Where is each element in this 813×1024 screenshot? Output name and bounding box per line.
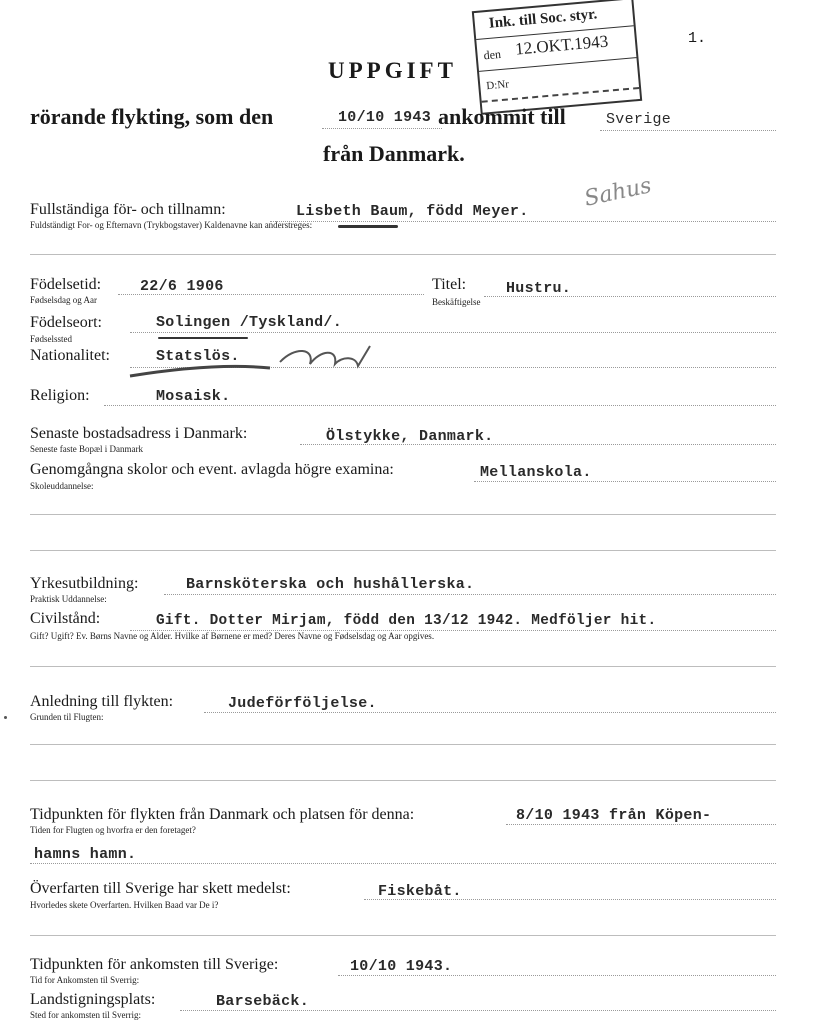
receipt-stamp: [472, 0, 642, 115]
title-arrival-date: 10/10 1943: [338, 109, 432, 126]
birth-date-sublabel: Fødselsdag og Aar: [30, 295, 97, 305]
occupation-value: Hustru.: [506, 280, 572, 297]
nationality-value: Statslös.: [156, 348, 240, 365]
reason-value: Judeförföljelse.: [228, 695, 377, 712]
birth-place-label: Födelseort:: [30, 314, 102, 331]
arrival-time-value: 10/10 1943.: [350, 958, 453, 975]
vocational-label: Yrkesutbildning:: [30, 575, 139, 592]
address-value: Ölstykke, Danmark.: [326, 428, 494, 445]
name-label: Fullständiga för- och tillnamn:: [30, 201, 226, 218]
crossing-value: Fiskebåt.: [378, 883, 462, 900]
name-sublabel: Fuldständigt For- og Efternavn (Trykbogstaver) Kaldenavne kan anderstreges:: [30, 220, 313, 230]
religion-value: Mosaisk.: [156, 388, 231, 405]
title-line-mid: ankommit till: [438, 104, 566, 129]
birth-date-label: Födelsetid:: [30, 276, 102, 293]
page-number: 1.: [688, 30, 707, 47]
flight-time-value-1: 8/10 1943 från Köpen-: [516, 807, 712, 824]
schools-label: Genomgångna skolor och event. avlagda högre examina:: [30, 461, 394, 478]
flight-time-label: Tidpunkten för flykten från Danmark och platsen för denna:: [30, 806, 415, 823]
title-from-denmark: från Danmark.: [323, 141, 465, 166]
civil-status-sublabel: Gift? Ugift? Ev. Børns Navne og Alder. Hvilke af Børnene er med? Deres Navne og Fødselsdag og Aar opgives.: [30, 631, 435, 641]
birth-place-value: Solingen /Tyskland/.: [156, 314, 343, 331]
landing-place-sublabel: Sted for ankomsten til Sverrig:: [30, 1010, 141, 1020]
stamp-dnr: D:Nr: [485, 78, 510, 93]
handwritten-scribble: [120, 338, 400, 388]
birth-place-sublabel: Fødselssted: [30, 334, 73, 344]
reason-label: Anledning till flykten:: [30, 693, 174, 710]
crossing-sublabel: Hvorledes skete Overfarten. Hvilken Baad var De i?: [30, 900, 219, 910]
margin-speck: [4, 716, 7, 719]
stamp-date-prefix: den: [483, 46, 502, 63]
crossing-label: Överfarten till Sverige har skett medelst:: [30, 880, 291, 897]
arrival-time-sublabel: Tid for Ankomsten til Sverrig:: [30, 975, 140, 985]
occupation-sublabel: Beskäftigelse: [432, 297, 481, 307]
arrival-time-label: Tidpunkten för ankomsten till Sverige:: [30, 956, 279, 973]
title-country: Sverige: [606, 111, 672, 128]
title-line-prefix: rörande flykting, som den: [30, 104, 274, 129]
stamp-office-text: Ink. till Soc. styr.: [488, 6, 598, 32]
schools-value: Mellanskola.: [480, 464, 592, 481]
landing-place-label: Landstigningsplats:: [30, 991, 156, 1008]
handwritten-note: Sahus: [582, 173, 654, 212]
religion-label: Religion:: [30, 387, 90, 404]
reason-sublabel: Grunden til Flugten:: [30, 712, 104, 722]
occupation-label: Titel:: [432, 276, 467, 293]
birth-date-value: 22/6 1906: [140, 278, 224, 295]
address-sublabel: Seneste faste Bopæl i Danmark: [30, 444, 143, 454]
flight-time-value-2: hamns hamn.: [34, 846, 137, 863]
form-title: UPPGIFT: [328, 58, 457, 83]
flight-time-sublabel: Tiden for Flugten og hvorfra er den foretaget?: [30, 825, 196, 835]
address-label: Senaste bostadsadress i Danmark:: [30, 425, 248, 442]
vocational-sublabel: Praktisk Uddannelse:: [30, 594, 107, 604]
civil-status-label: Civilstånd:: [30, 610, 101, 627]
nationality-label: Nationalitet:: [30, 347, 110, 364]
schools-sublabel: Skoleuddannelse:: [30, 481, 94, 491]
civil-status-value: Gift. Dotter Mirjam, född den 13/12 1942. Medföljer hit.: [156, 613, 657, 629]
strike-mark: [338, 225, 398, 228]
stamp-date: 12.OKT.1943: [514, 31, 609, 59]
name-value: Lisbeth Baum, född Meyer.: [296, 203, 529, 220]
landing-place-value: Barsebäck.: [216, 993, 310, 1010]
vocational-value: Barnsköterska och hushållerska.: [186, 576, 475, 593]
